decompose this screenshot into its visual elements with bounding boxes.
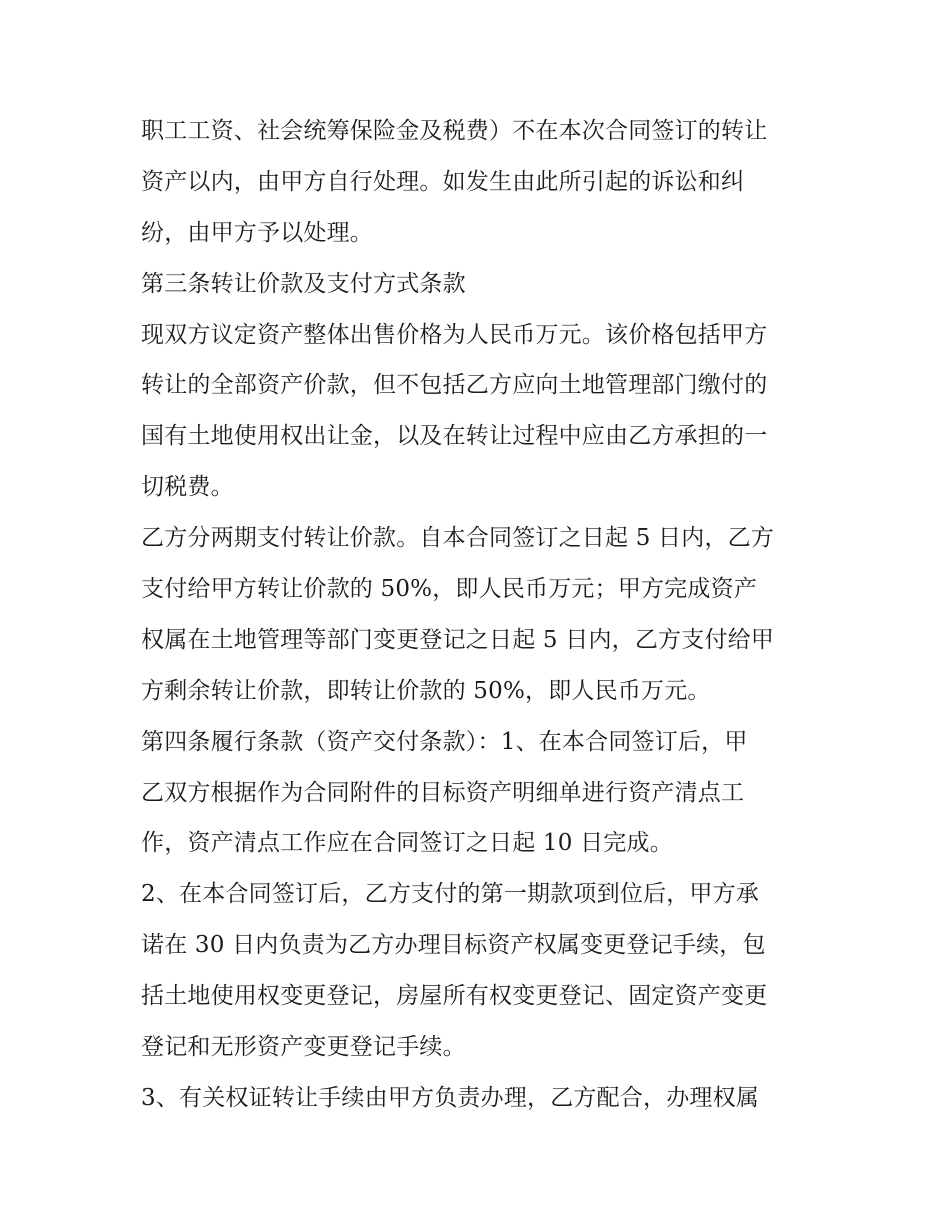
text-line: 2、在本合同签订后，乙方支付的第一期款项到位后，甲方承: [141, 881, 760, 908]
text-line: 切税费。: [141, 474, 234, 501]
text-line: 现双方议定资产整体出售价格为人民币万元。该价格包括甲方: [141, 321, 768, 348]
section-heading: 第四条履行条款（资产交付条款）：1、在本合同签订后，甲: [141, 728, 748, 755]
text-line: 乙方分两期支付转让价款。自本合同签订之日起 5 日内，乙方: [141, 525, 775, 552]
text-line: 纷，由甲方予以处理。: [141, 219, 373, 246]
text-line: 括土地使用权变更登记，房屋所有权变更登记、固定资产变更: [141, 983, 768, 1010]
text-line: 转让的全部资产价款，但不包括乙方应向土地管理部门缴付的: [141, 372, 768, 399]
text-line: 作，资产清点工作应在合同签订之日起 10 日完成。: [141, 830, 673, 857]
document-body: [141, 106, 831, 1124]
section-heading: 第三条转让价款及支付方式条款: [141, 270, 466, 297]
text-line: 权属在土地管理等部门变更登记之日起 5 日内，乙方支付给甲: [141, 626, 775, 653]
text-line: 诺在 30 日内负责为乙方办理目标资产权属变更登记手续，包: [141, 932, 766, 959]
text-line: 3、有关权证转让手续由甲方负责办理，乙方配合，办理权属: [141, 1084, 760, 1111]
text-line: 资产以内，由甲方自行处理。如发生由此所引起的诉讼和纠: [141, 168, 745, 195]
text-line: 乙双方根据作为合同附件的目标资产明细单进行资产清点工: [141, 779, 745, 806]
text-line: 方剩余转让价款，即转让价款的 50%，即人民币万元。: [141, 677, 711, 704]
text-line: 登记和无形资产变更登记手续。: [141, 1034, 466, 1061]
text-line: 支付给甲方转让价款的 50%，即人民币万元；甲方完成资产: [141, 576, 758, 603]
text-line: 职工工资、社会统筹保险金及税费）不在本次合同签订的转让: [141, 118, 768, 144]
text-line: 国有土地使用权出让金，以及在转让过程中应由乙方承担的一: [141, 423, 768, 450]
